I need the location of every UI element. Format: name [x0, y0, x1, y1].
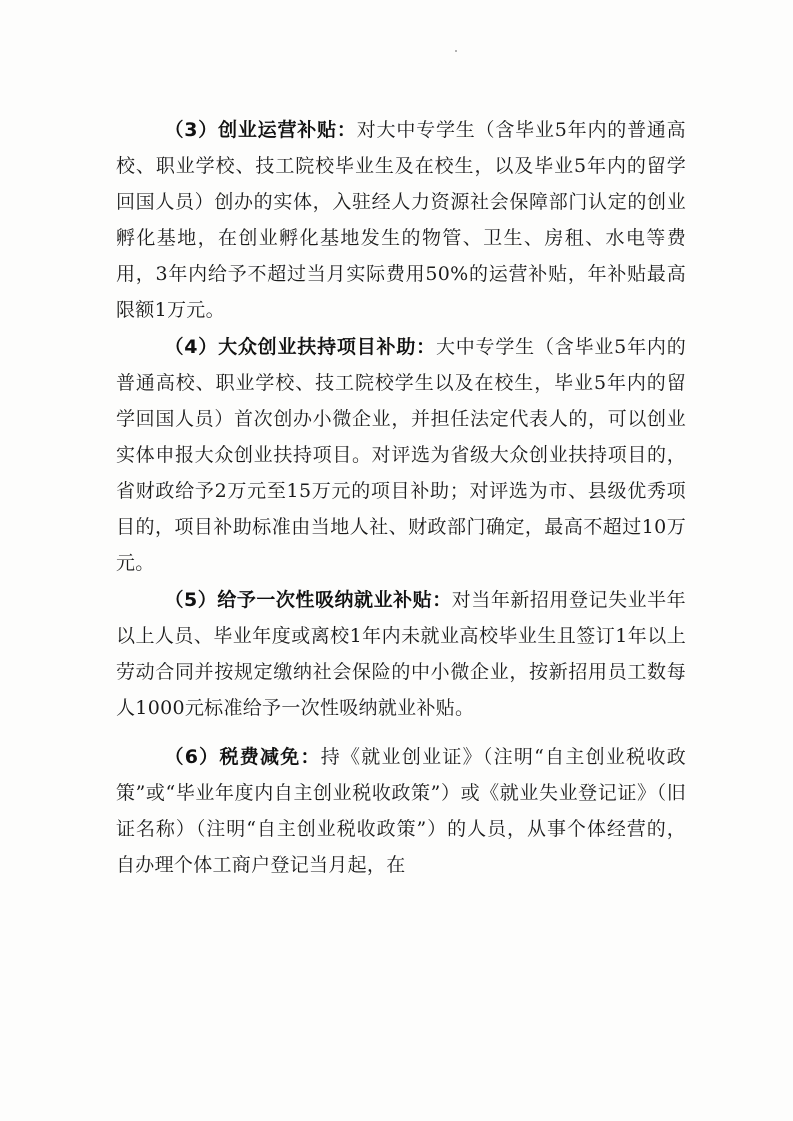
scan-speck	[455, 50, 457, 52]
paragraph-text: 持《就业创业证》（注明“自主创业税收政策”或“毕业年度内自主创业税收政策”）或《就业失业登记证》（旧证名称）（注明“自主创业税收政策”）的人员，从事个体经营的，自办理个体工商户登记当月起，在	[116, 746, 686, 876]
paragraph-heading: （6）税费减免：	[164, 746, 321, 768]
paragraph-mass-entrepreneurship-project	[116, 329, 686, 581]
document-body	[116, 112, 686, 883]
paragraph-heading: （4）大众创业扶持项目补助：	[164, 336, 436, 358]
paragraph-text: 对当年新招用登记失业半年以上人员、毕业年度或离校1年内未就业高校毕业生且签订1年以上劳动合同并按规定缴纳社会保险的中小微企业，按新招用员工数每人1000元标准给予一次性吸纳就业补贴。	[116, 589, 686, 719]
paragraph-operating-subsidy	[116, 112, 686, 328]
paragraph-text: 对大中专学生（含毕业5年内的普通高校、职业学校、技工院校毕业生及在校生，以及毕业5年内的留学回国人员）创办的实体，入驻经人力资源社会保障部门认定的创业孵化基地，在创业孵化基地发生的物管、卫生、房租、水电等费用，3年内给予不超过当月实际费用50%的运营补贴，年补贴最高限额1万元。	[116, 119, 686, 321]
paragraph-heading: （5）给予一次性吸纳就业补贴：	[164, 589, 452, 611]
paragraph-one-time-employment-subsidy	[116, 582, 686, 726]
paragraph-heading: （3）创业运营补贴：	[164, 119, 357, 141]
paragraph-tax-reduction	[116, 739, 686, 883]
paragraph-text: 大中专学生（含毕业5年内的普通高校、职业学校、技工院校学生以及在校生，毕业5年内的留学回国人员）首次创办小微企业，并担任法定代表人的，可以创业实体申报大众创业扶持项目。对评选为省级大众创业扶持项目的，省财政给予2万元至15万元的项目补助；对评选为市、县级优秀项目的，项目补助标准由当地人社、财政部门确定，最高不超过10万元。	[116, 336, 686, 574]
